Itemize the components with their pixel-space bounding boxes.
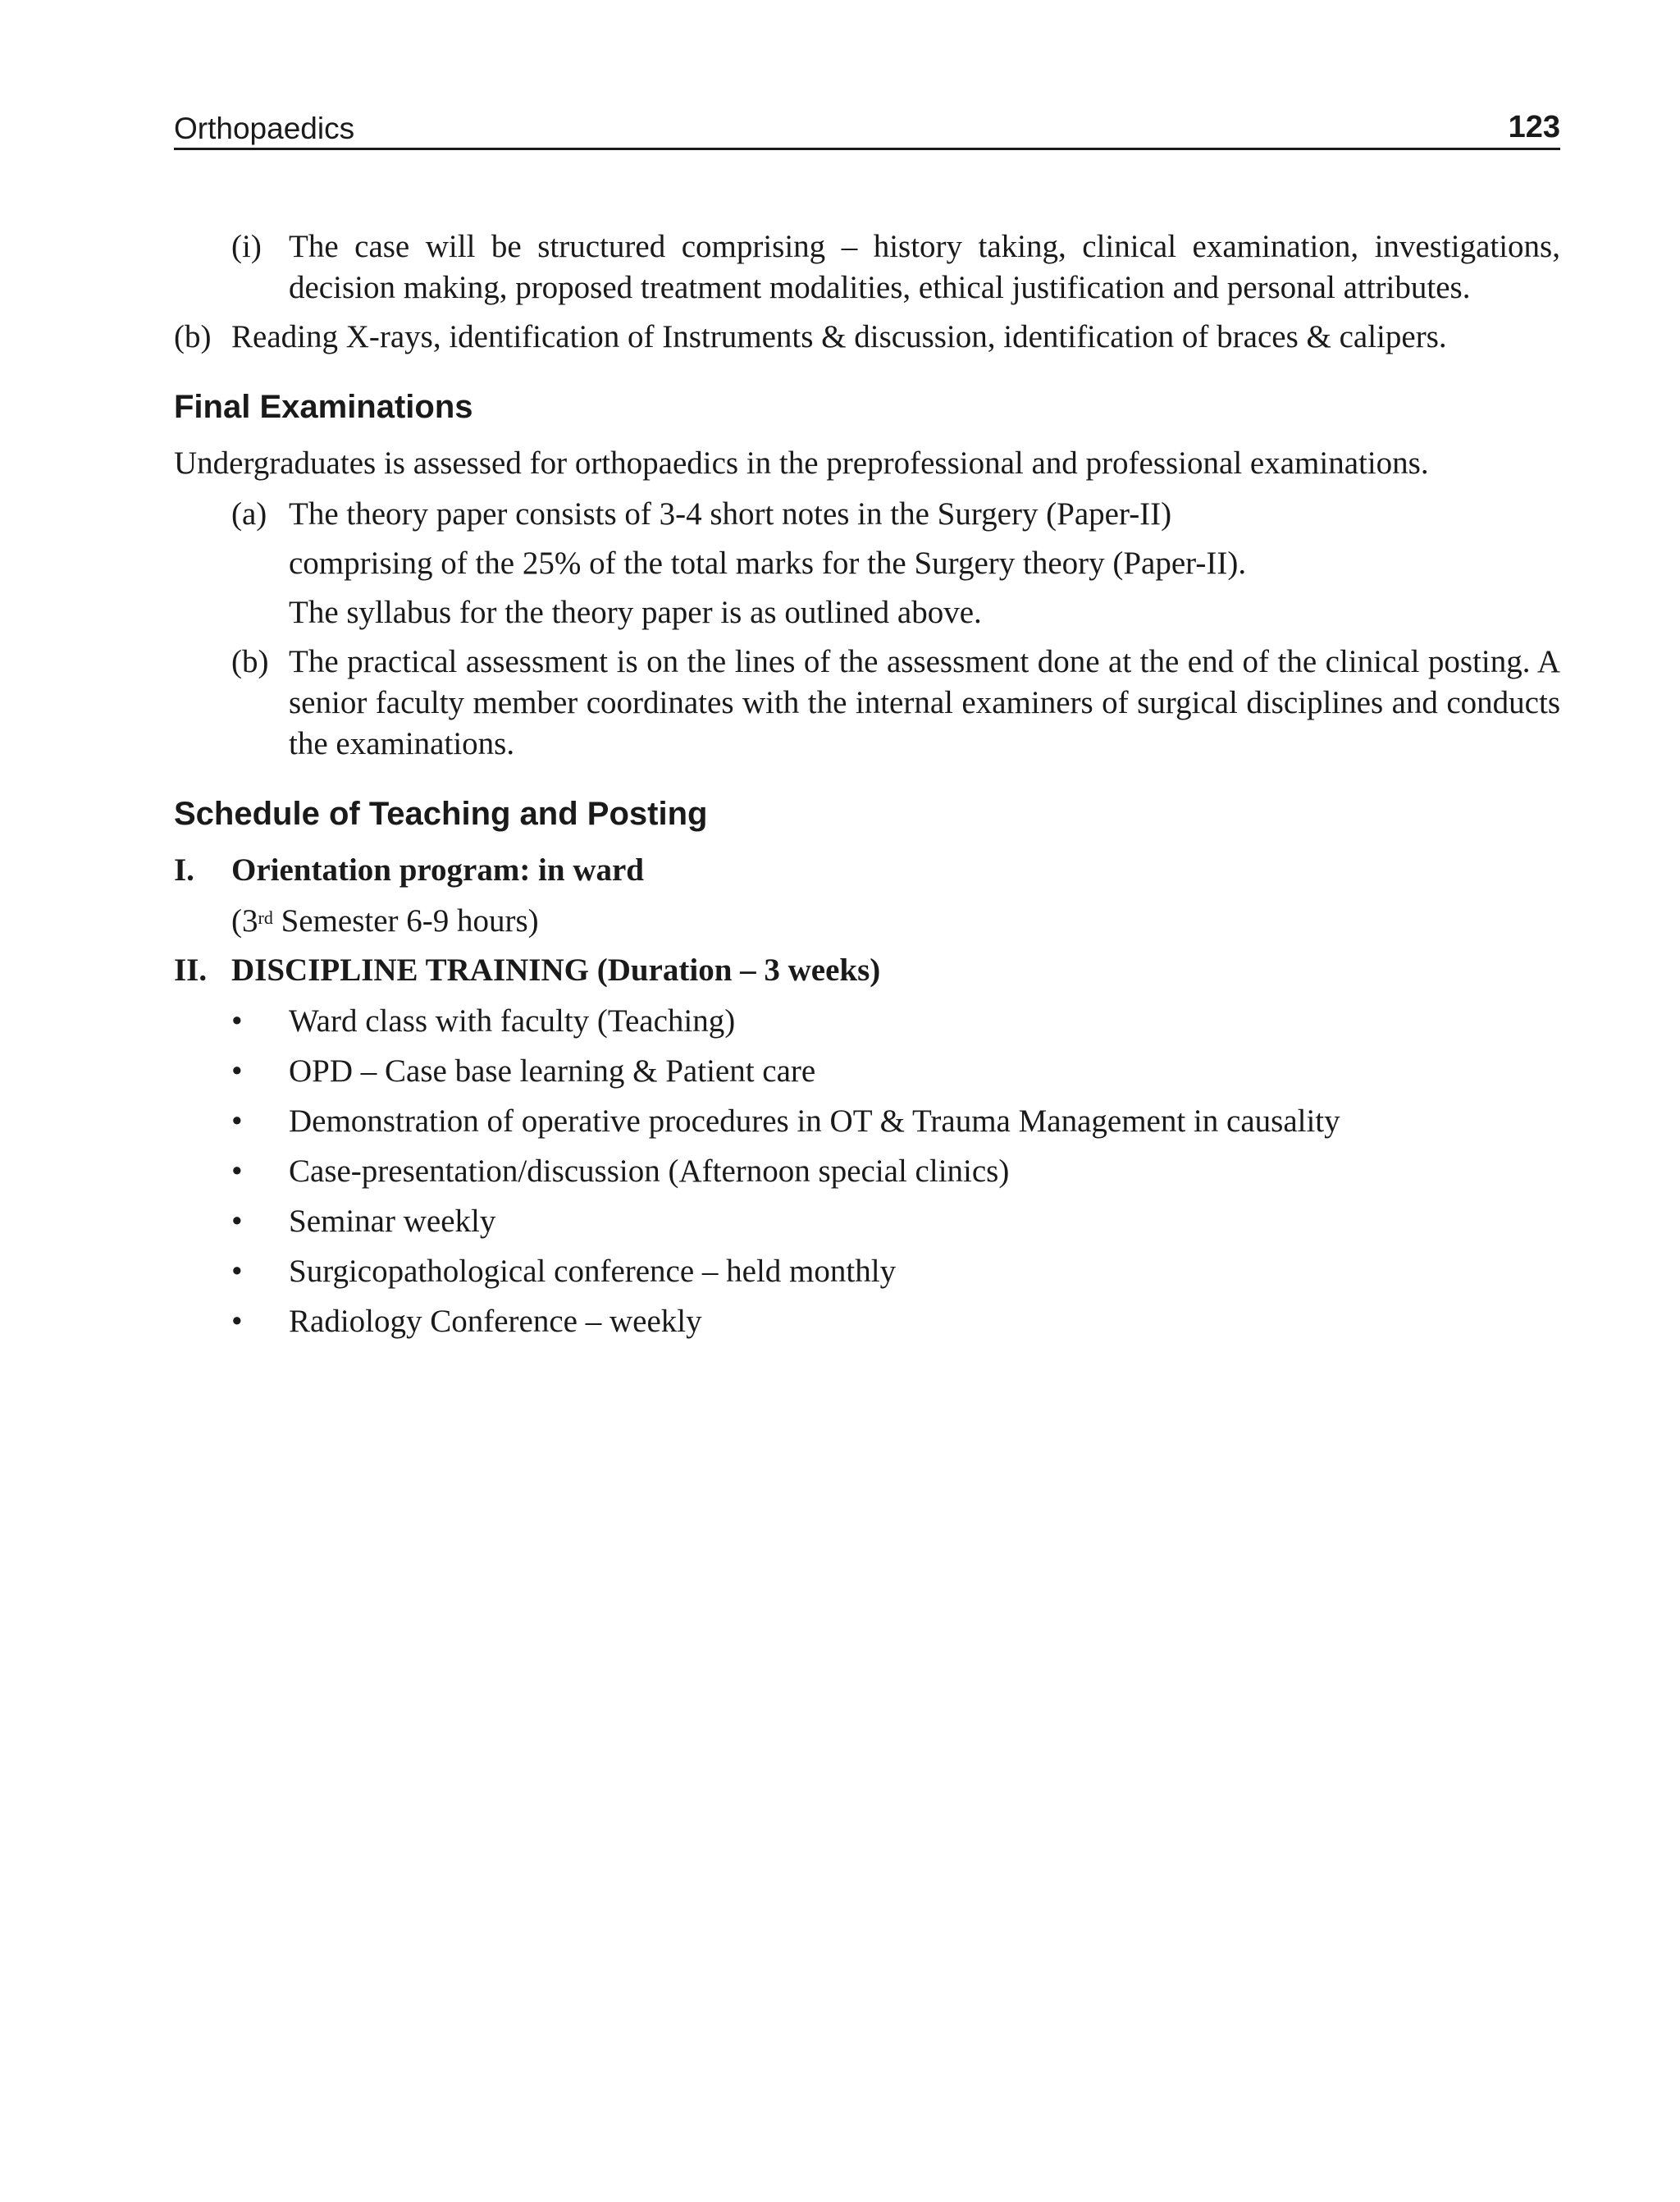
list-item-text: The case will be structured comprising – history taking, clinical examination, investigations, decision making, proposed treatment modalities, ethical justification and personal attributes. (289, 229, 1560, 305)
schedule-section-1 (174, 850, 1560, 891)
section-heading-final-examinations: Final Examinations (174, 389, 473, 425)
list-item-text: Case-presentation/discussion (Afternoon special clinics) (289, 1154, 1010, 1189)
list-item-a-line3 (289, 592, 1560, 633)
running-head (174, 108, 1560, 150)
list-marker: (b) (174, 319, 212, 354)
list-item (231, 1151, 1560, 1192)
list-item-text: The practical assessment is on the lines of the assessment done at the end of the clinical posting. A senior faculty member coordinates with the internal examiners of surgical disciplines and conducts the examinations. (289, 644, 1560, 761)
list-item-text: Demonstration of operative procedures in OT & Trauma Management in causality (289, 1103, 1340, 1139)
section-title: DISCIPLINE TRAINING (Duration – 3 weeks) (231, 953, 881, 988)
ordinal-suffix: rd (258, 907, 273, 928)
list-item-i (231, 226, 1560, 308)
bullet-icon: • (231, 1053, 243, 1089)
list-item-text: Seminar weekly (289, 1204, 496, 1239)
list-item (231, 1201, 1560, 1242)
list-item (231, 1051, 1560, 1092)
list-item (231, 1101, 1560, 1142)
bullet-icon: • (231, 1254, 243, 1289)
list-item-text: Ward class with faculty (Teaching) (289, 1003, 736, 1039)
paragraph-lead (174, 443, 1560, 484)
bullet-icon: • (231, 1204, 243, 1239)
section-title: Orientation program: in ward (231, 852, 645, 888)
section-numeral: I. (174, 852, 194, 888)
schedule-section-1-detail (231, 901, 1560, 942)
list-item-text-line1: The theory paper consists of 3-4 short notes in the Surgery (Paper-II) (289, 496, 1172, 532)
bullet-icon: • (231, 1003, 243, 1039)
list-item-b-practical (231, 642, 1560, 765)
paragraph-text: Undergraduates is assessed for orthopaedics in the preprofessional and professional examinations. (174, 445, 1429, 481)
bullet-icon: • (231, 1304, 243, 1339)
schedule-section-2 (174, 950, 1560, 991)
detail-suffix: Semester 6-9 hours) (272, 903, 539, 939)
page-number: 123 (1508, 110, 1560, 144)
list-item-text: Radiology Conference – weekly (289, 1304, 702, 1339)
list-item-text: OPD – Case base learning & Patient care (289, 1053, 816, 1089)
list-item-b (174, 317, 1560, 358)
list-item (231, 1301, 1560, 1342)
list-item-text: Reading X-rays, identification of Instruments & discussion, identification of braces & calipers. (231, 319, 1447, 354)
list-item-text-line2: comprising of the 25% of the total marks for the Surgery theory (Paper-II). (289, 546, 1247, 581)
bullet-icon: • (231, 1154, 243, 1189)
list-item-text: Surgicopathological conference – held monthly (289, 1254, 897, 1289)
list-item-text-line3: The syllabus for the theory paper is as outlined above. (289, 595, 982, 630)
list-item-a (231, 494, 1560, 535)
list-marker: (i) (231, 229, 262, 264)
list-item (231, 1251, 1560, 1292)
list-item (231, 1001, 1560, 1042)
section-heading-schedule: Schedule of Teaching and Posting (174, 796, 708, 832)
list-marker: (b) (231, 644, 269, 679)
list-item-a-line2 (289, 543, 1560, 584)
section-numeral: II. (174, 953, 208, 988)
detail-prefix: (3 (231, 903, 258, 939)
list-marker: (a) (231, 496, 267, 532)
running-head-title: Orthopaedics (174, 112, 355, 145)
bullet-icon: • (231, 1103, 243, 1139)
